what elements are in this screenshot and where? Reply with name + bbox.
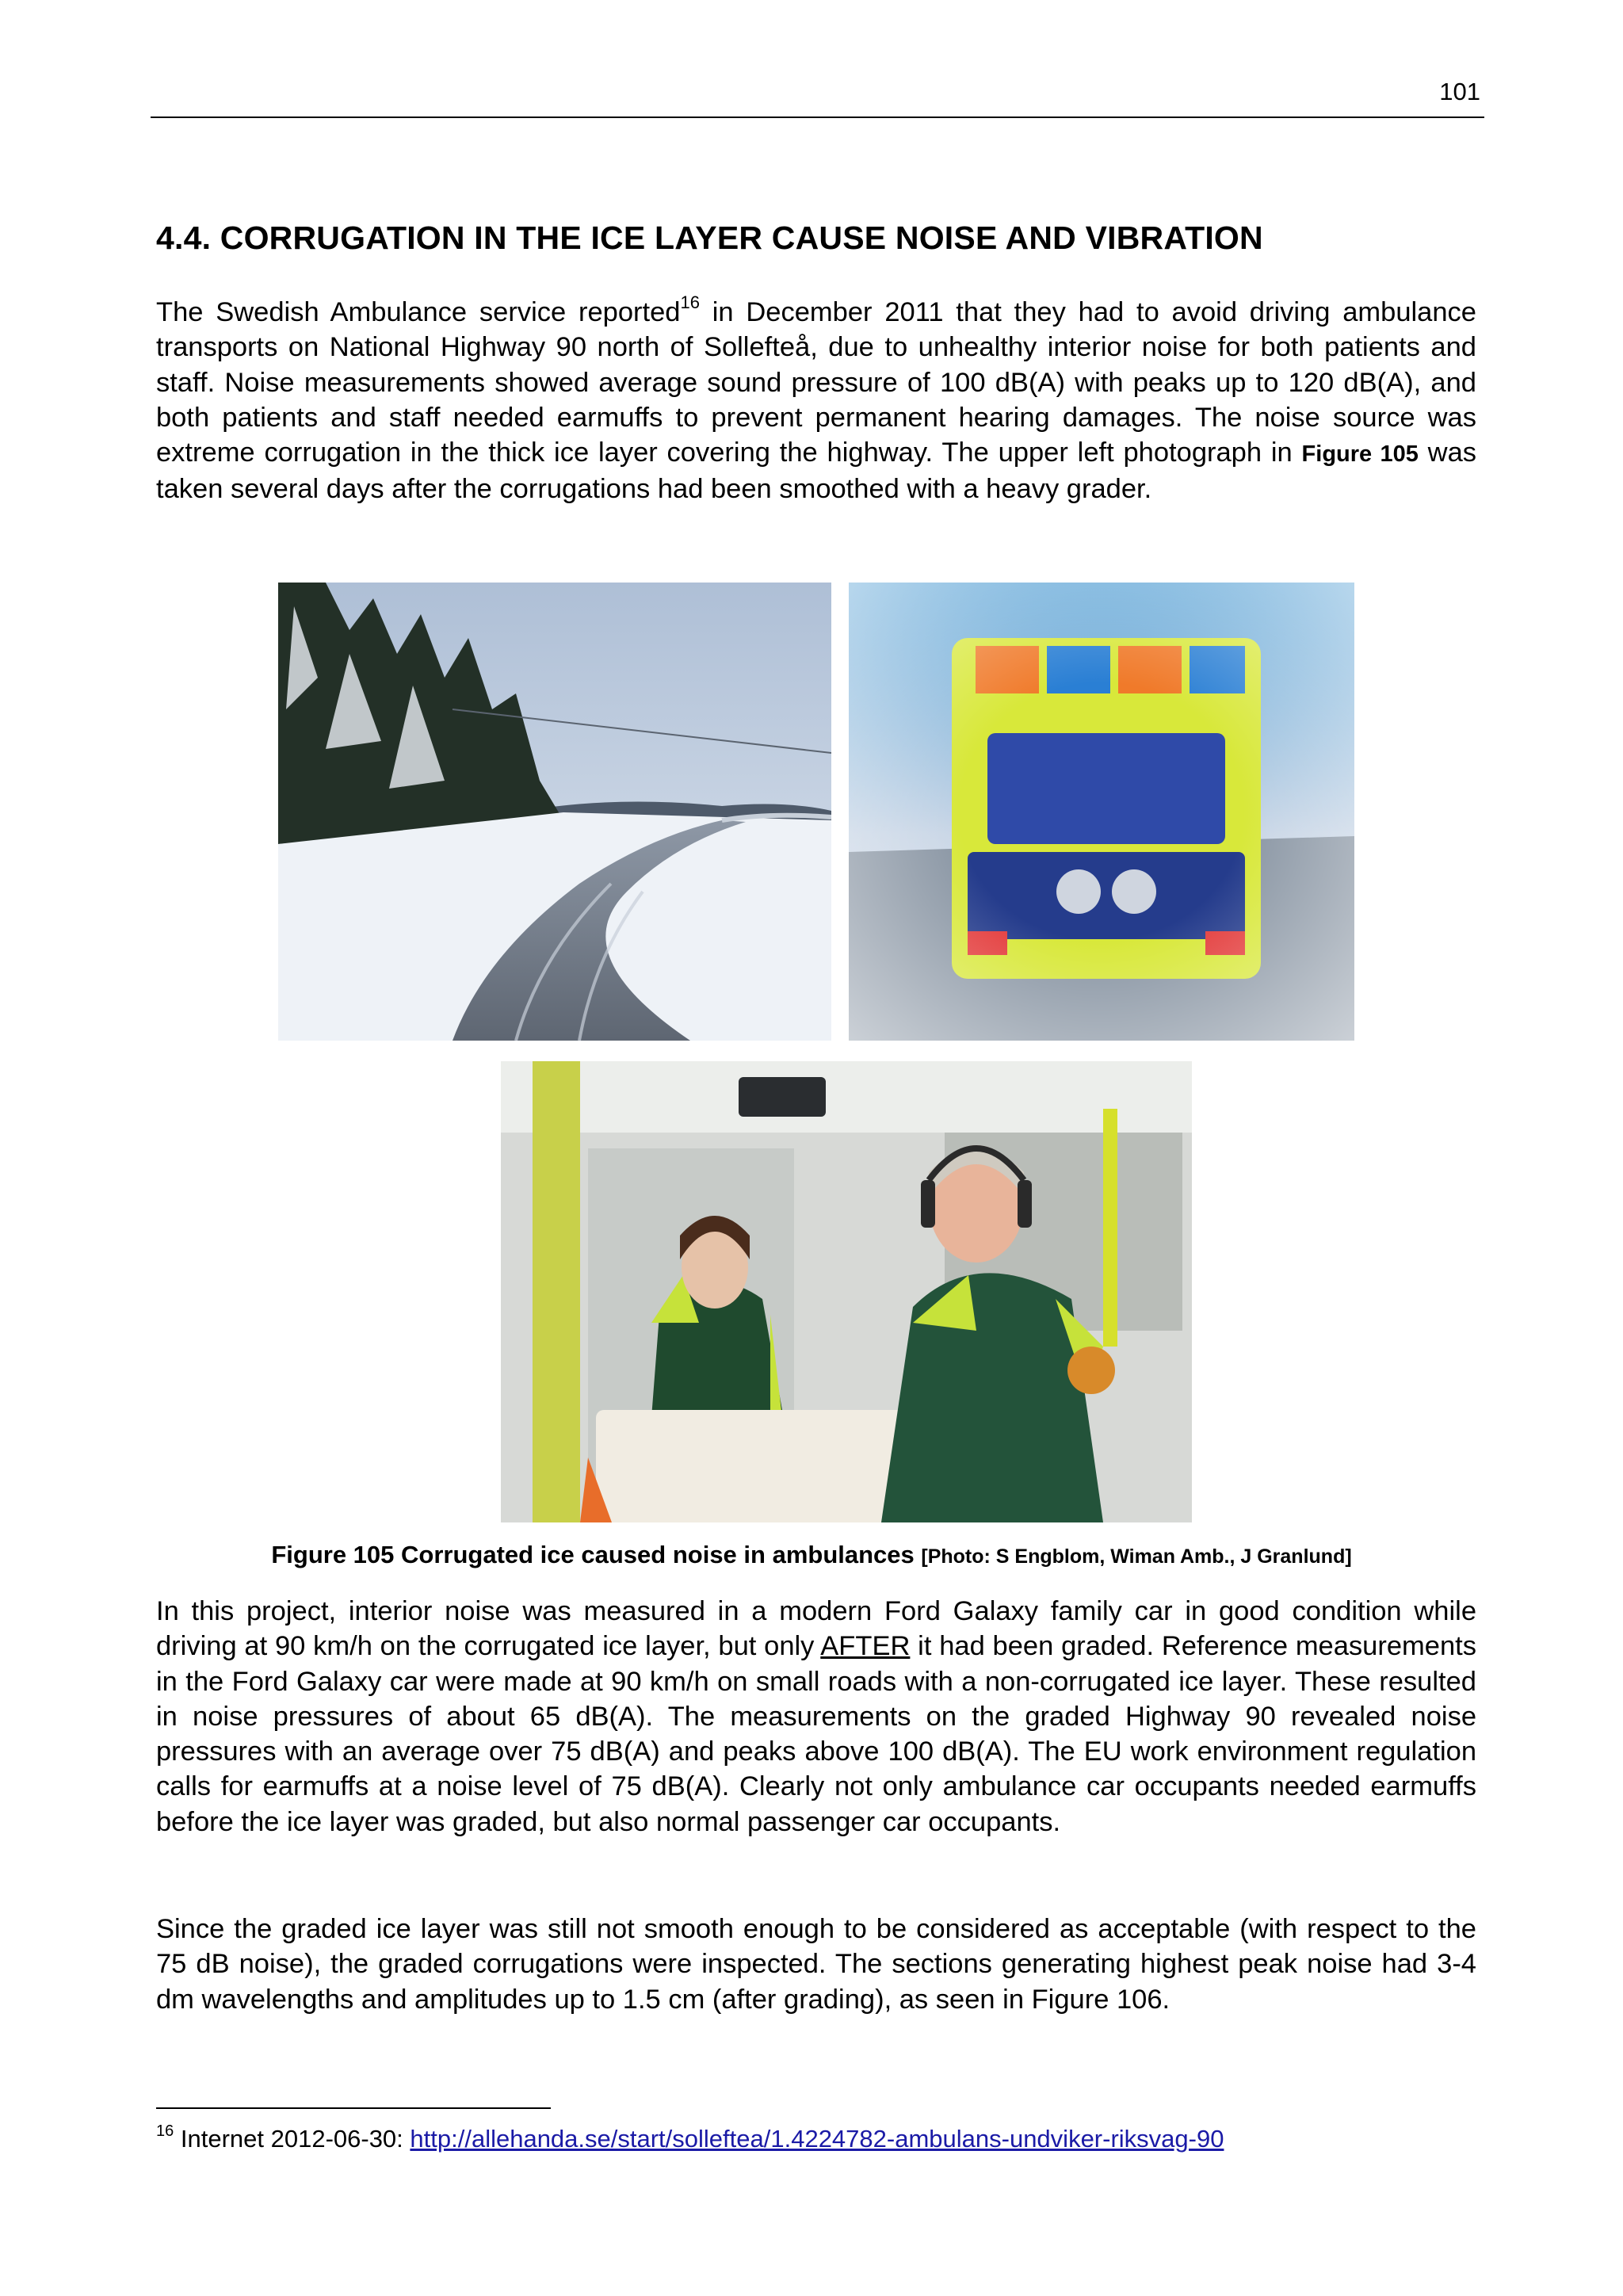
para1-text-a: The Swedish Ambulance service reported xyxy=(156,297,681,327)
footnote-rule xyxy=(156,2107,551,2109)
caption-credit: [Photo: S Engblom, Wiman Amb., J Granlund] xyxy=(921,1545,1352,1568)
para2-text-a: In this project, interior noise was measured in a modern Ford Galaxy family car in good condition while driving at 90 km/h on the corrugated ice layer, but only xyxy=(156,1596,1476,1662)
paragraph-measurements xyxy=(156,1594,1476,1839)
footnote-text: Internet 2012-06-30: xyxy=(174,2125,411,2153)
para2-text-b: it had been graded. Reference measurements in the Ford Galaxy car were made at 90 km/h on small roads with a non-corrugated ice layer. These resulted in noise pressures of about 65 dB(A). The measurements on the graded Highway 90 revealed noise pressures with an average over 75 dB(A) and peaks above 100 dB(A). The EU work environment regulation calls for earmuffs at a noise level of 75 dB(A). Clearly not only ambulance car occupants needed earmuffs before the ice layer was graded, but also normal passenger car occupants. xyxy=(156,1631,1476,1837)
figure-reference: Figure 105 xyxy=(1301,441,1419,468)
footnote-number: 16 xyxy=(156,2122,174,2140)
paragraph-intro xyxy=(156,292,1477,507)
para1-text-b: in December 2011 that they had to avoid driving ambulance transports on National Highway 90 north of Sollefteå, due to unhealthy interior noise for both patients and staff. Noise measurements showed average sound pressure of 100 dB(A) with peaks up to 120 dB(A), and both patients and staff needed earmuffs to prevent permanent hearing damages. The noise source was extreme corrugation in the thick ice layer covering the highway. The upper left photograph in xyxy=(156,297,1476,468)
paragraph-inspection: Since the graded ice layer was still not smooth enough to be considered as acceptable (with respect to the 75 dB noise), the graded corrugations were inspected. The sections generating highest peak noise had 3-4 dm wavelengths and amplitudes up to 1.5 cm (after grading), as seen in Figure 106. xyxy=(156,1914,1476,2015)
footnote xyxy=(156,2123,1224,2155)
caption-main: Figure 105 Corrugated ice caused noise in ambulances xyxy=(271,1541,915,1568)
header-rule xyxy=(151,117,1484,118)
footnote-link[interactable]: http://allehanda.se/start/solleftea/1.4224782-ambulans-undviker-riksvag-90 xyxy=(410,2125,1224,2153)
para1-text-c: was taken several days after the corrugations had been smoothed with a heavy grader. xyxy=(156,437,1477,505)
page-number: 101 xyxy=(1439,78,1480,105)
photo-ambulance xyxy=(849,583,1354,1041)
emphasis-after: AFTER xyxy=(820,1631,911,1662)
photo-icy-road xyxy=(278,583,831,1041)
section-heading: 4.4. CORRUGATION IN THE ICE LAYER CAUSE NOISE AND VIBRATION xyxy=(156,220,1263,256)
footnote-ref[interactable]: 16 xyxy=(680,292,700,312)
figure-caption xyxy=(0,1539,1623,1572)
photo-ambulance-interior xyxy=(501,1061,1192,1522)
